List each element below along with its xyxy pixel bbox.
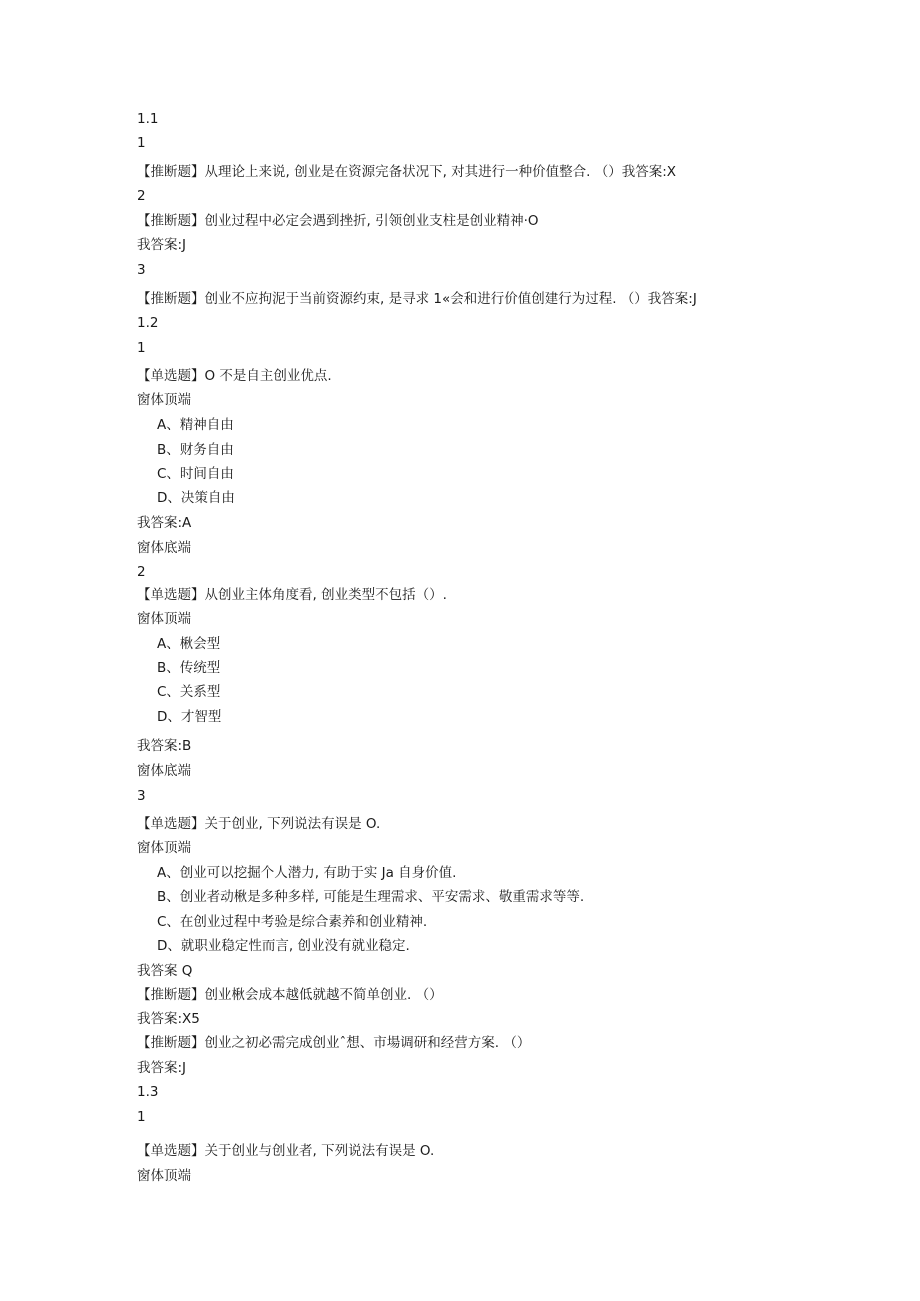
- question-number: 2: [137, 188, 146, 204]
- question-number: 3: [137, 788, 146, 804]
- answer-line: 我答案:X5: [137, 1011, 200, 1027]
- form-top-marker: 窗体顶端: [137, 840, 191, 856]
- answer-line: 我答案:J: [137, 1060, 187, 1076]
- option-item: A、精神自由: [157, 417, 234, 433]
- question-text: 【单选题】O 不是自主创业优点.: [137, 368, 332, 384]
- question-number: 1: [137, 135, 146, 151]
- option-item: C、时间自由: [157, 466, 234, 482]
- option-item: D、才智型: [157, 709, 222, 725]
- option-item: B、传统型: [157, 660, 221, 676]
- question-text: 【单选题】关于创业与创业者, 下列说法有误是 O.: [137, 1143, 435, 1159]
- form-bottom-marker: 窗体底端: [137, 540, 191, 556]
- question-text: 【推断题】创业楸会成本越低就越不简单创业. （）: [137, 987, 443, 1003]
- form-top-marker: 窗体顶端: [137, 1168, 191, 1184]
- question-number: 1: [137, 340, 146, 356]
- answer-line: 我答案:A: [137, 515, 192, 531]
- question-text: 【推断题】创业不应拘泥于当前资源约束, 是寻求 1«会和进行价值创建行为过程. （）我答案:J: [137, 291, 697, 307]
- answer-line: 我答案:B: [137, 738, 192, 754]
- option-item: A、创业可以挖掘个人潜力, 有助于实 Ja 自身价值.: [157, 865, 457, 881]
- form-bottom-marker: 窗体底端: [137, 763, 191, 779]
- answer-line: 我答案 Q: [137, 963, 193, 979]
- question-text: 【单选题】关于创业, 下列说法有误是 O.: [137, 816, 381, 832]
- question-number: 1: [137, 1109, 146, 1125]
- option-item: C、关系型: [157, 684, 221, 700]
- form-top-marker: 窗体顶端: [137, 392, 191, 408]
- option-item: A、楸会型: [157, 636, 221, 652]
- option-item: D、决策自由: [157, 490, 235, 506]
- question-text: 【推断题】创业过程中必定会遇到挫折, 引领创业支柱是创业精神·O: [137, 213, 539, 229]
- section-heading: 1.3: [137, 1084, 159, 1100]
- option-item: C、在创业过程中考验是综合素养和创业精神.: [157, 914, 428, 930]
- question-number: 3: [137, 262, 146, 278]
- section-heading: 1.2: [137, 315, 159, 331]
- option-item: B、创业者动楸是多种多样, 可能是生理需求、平安需求、敬重需求等等.: [157, 889, 585, 905]
- question-text: 【推断题】创业之初必需完成创业ˆ想、市場调研和经营方案. （）: [137, 1035, 531, 1051]
- question-text: 【单选题】从创业主体角度看, 创业类型不包括（）.: [137, 587, 447, 603]
- section-heading: 1.1: [137, 111, 159, 127]
- option-item: D、就职业稳定性而言, 创业没有就业稳定.: [157, 938, 410, 954]
- answer-line: 我答案:J: [137, 237, 187, 253]
- option-item: B、财务自由: [157, 442, 234, 458]
- form-top-marker: 窗体顶端: [137, 611, 191, 627]
- question-number: 2: [137, 564, 146, 580]
- question-text: 【推断题】从理论上来说, 创业是在资源完备状况下, 对其进行一种价值整合. （）我答案:X: [137, 164, 677, 180]
